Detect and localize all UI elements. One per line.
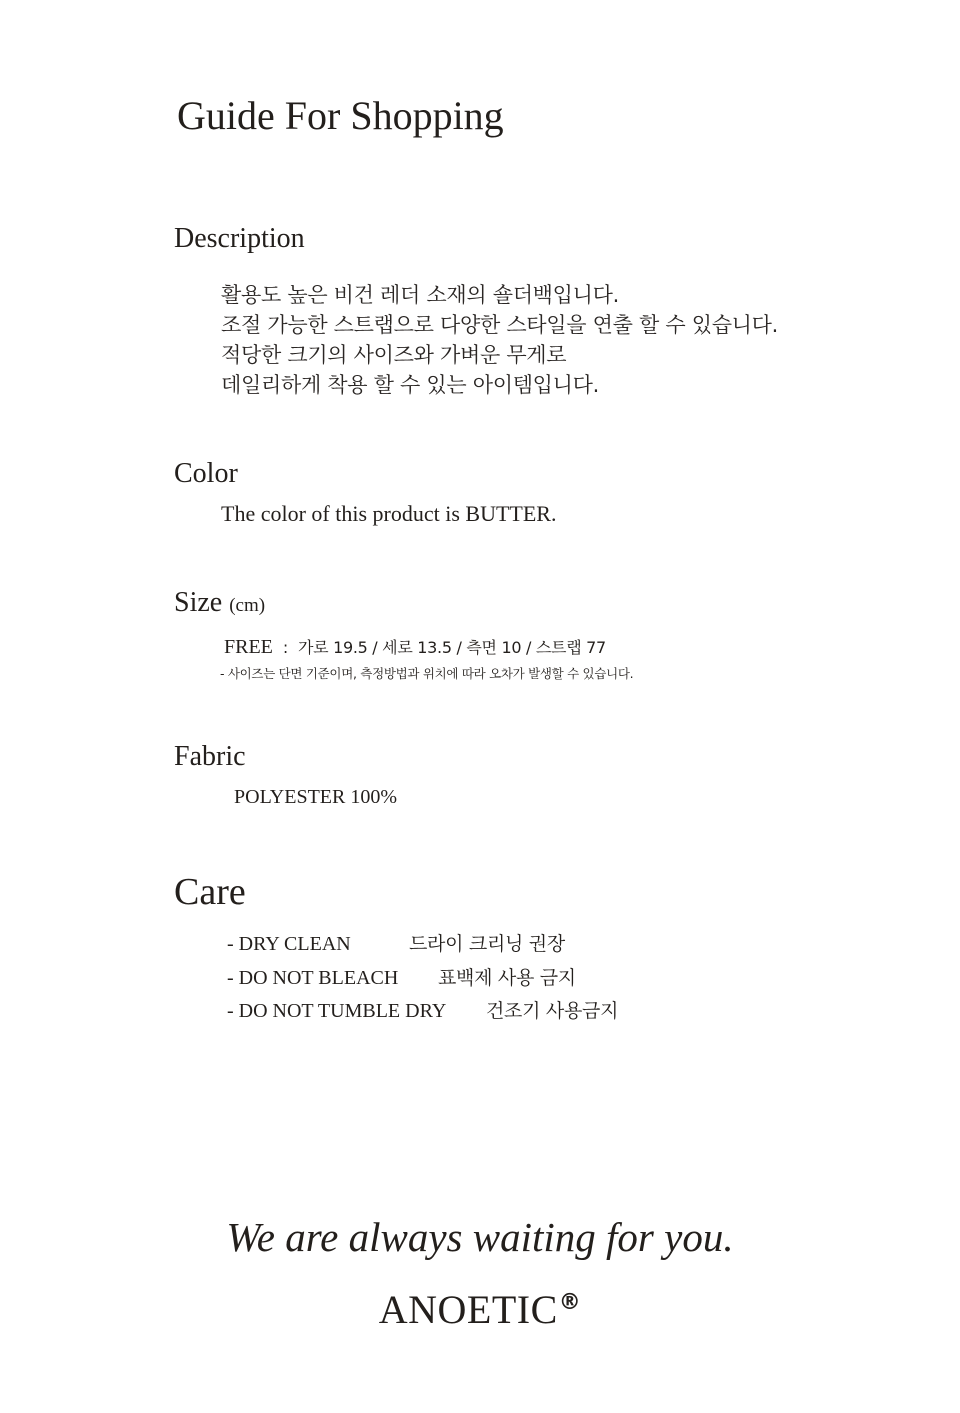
- registered-mark: ®: [558, 1290, 582, 1315]
- care-item-en: - DRY CLEAN: [227, 933, 351, 955]
- size-label: FREE: [224, 636, 273, 658]
- care-item-ko: 건조기 사용금지: [486, 1000, 619, 1022]
- care-item-en: - DO NOT BLEACH: [227, 966, 399, 989]
- brand-name: ANOETIC: [378, 1287, 558, 1332]
- footer-slogan: We are always waiting for you.: [226, 1214, 734, 1260]
- care-item-en: - DO NOT TUMBLE DRY: [227, 1000, 447, 1022]
- description-line: 적당한 크기의 사이즈와 가벼운 무게로: [221, 343, 567, 367]
- color-heading: Color: [174, 458, 238, 489]
- care-item: [227, 995, 618, 1029]
- care-heading: Care: [174, 871, 246, 913]
- size-heading: [174, 586, 265, 623]
- care-item: [227, 928, 618, 962]
- size-heading-label: Size: [174, 587, 223, 618]
- brand-logo: [0, 1286, 960, 1334]
- page-title: Guide For Shopping: [177, 93, 504, 138]
- care-item: [227, 962, 618, 996]
- size-spec: [224, 634, 606, 661]
- description-line: 데일리하게 착용 할 수 있는 아이템입니다.: [221, 373, 600, 397]
- size-unit: (cm): [229, 595, 266, 616]
- color-text: The color of this product is BUTTER.: [221, 501, 557, 526]
- care-item-ko: 표백제 사용 금지: [438, 966, 576, 989]
- description-heading: Description: [174, 223, 305, 254]
- size-note: - 사이즈는 단면 기준이며, 측정방법과 위치에 따라 오차가 발생할 수 있습니다.: [220, 666, 634, 681]
- description-line: 활용도 높은 비건 레더 소재의 숄더백입니다.: [221, 283, 619, 307]
- description-line: 조절 가능한 스트랩으로 다양한 스타일을 연출 할 수 있습니다.: [221, 313, 779, 337]
- fabric-text: POLYESTER 100%: [234, 786, 397, 808]
- care-list: [227, 928, 618, 1029]
- care-item-ko: 드라이 크리닝 권장: [409, 933, 565, 955]
- size-separator: :: [282, 638, 288, 657]
- description-body: [221, 280, 778, 400]
- fabric-heading: Fabric: [174, 741, 246, 772]
- size-value: 가로 19.5 / 세로 13.5 / 측면 10 / 스트랩 77: [298, 638, 606, 657]
